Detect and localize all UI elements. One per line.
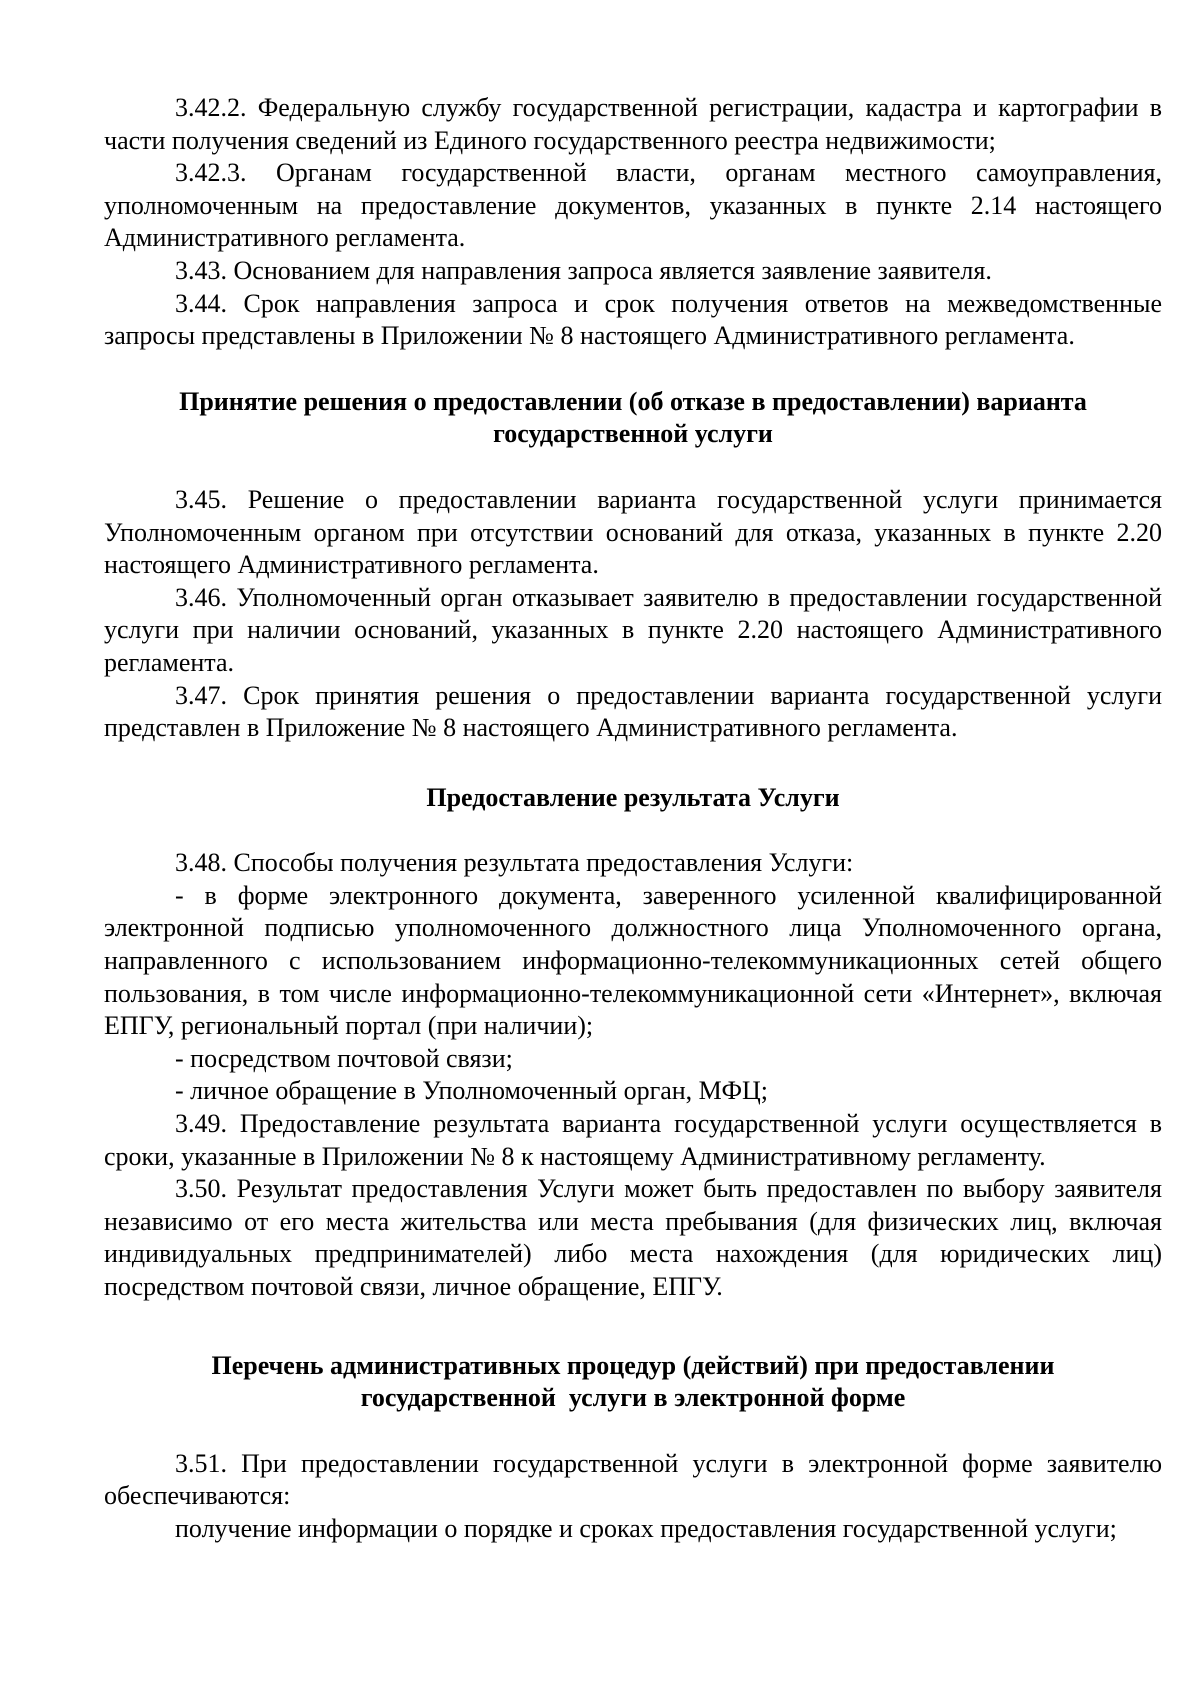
paragraph-3-45: 3.45. Решение о предоставлении варианта государственной услуги принимается Уполномоченным органом при отсутствии оснований для отказа, указанных в пункте 2.20 настоящего Административного регламента. — [104, 484, 1162, 580]
section-result-body — [104, 847, 1162, 1303]
paragraph-info-procedure: получение информации о порядке и сроках предоставления государственной услуги; — [175, 1513, 1117, 1543]
paragraph-3-51: 3.51. При предоставлении государственной услуги в электронной форме заявителю обеспечиваются: — [104, 1448, 1162, 1511]
paragraph-3-46: 3.46. Уполномоченный орган отказывает заявителю в предоставлении государственной услуги при наличии оснований, указанных в пункте 2.20 настоящего Административного регламента. — [104, 582, 1162, 677]
document-page — [104, 92, 1162, 1546]
paragraph-3-49: 3.49. Предоставление результата варианта государственной услуги осуществляется в сроки, указанные в Приложении № 8 к настоящему Административному регламенту. — [104, 1109, 1162, 1171]
paragraph-3-43: 3.43. Основанием для направления запроса является заявление заявителя. — [175, 255, 992, 285]
paragraph-3-42-3: 3.42.3. Органам государственной власти, органам местного самоуправления, уполномоченным на предоставление документов, указанных в пункте 2.14 настоящего Административного регламента. — [104, 158, 1162, 253]
list-item-postal: - посредством почтовой связи; — [175, 1043, 513, 1073]
section-decision-body — [104, 484, 1162, 745]
paragraph-3-42-2: 3.42.2. Федеральную службу государственной регистрации, кадастра и картографии в части получения сведений из Единого государственного реестра недвижимости; — [104, 93, 1162, 155]
paragraph-3-50: 3.50. Результат предоставления Услуги может быть предоставлен по выбору заявителя независимо от его места жительства или места пребывания (для физических лиц, включая индивидуальных предпринимателей) либо места нахождения (для юридических лиц) посредством почтовой связи, личное обращение, ЕПГУ. — [104, 1174, 1162, 1301]
section-heading-electronic-line-2: государственной услуги в электронной форме — [360, 1383, 906, 1413]
section-heading-electronic — [104, 1350, 1162, 1415]
list-item-electronic-document: - в форме электронного документа, заверенного усиленной квалифицированной электронной подписью уполномоченного должностного лица Уполномоченного органа, направленного с использованием информационно-телекоммуникационных сетей общего пользования, в том числе информационно-телекоммуникационной сети «Интернет», включая ЕПГУ, региональный портал (при наличии); — [104, 880, 1162, 1041]
paragraph-3-47: 3.47. Срок принятия решения о предоставлении варианта государственной услуги представлен в Приложение № 8 настоящего Административного регламента. — [104, 680, 1162, 743]
section-heading-result: Предоставление результата Услуги — [426, 782, 840, 812]
section-heading-electronic-line-1: Перечень административных процедур (действий) при предоставлении — [211, 1350, 1055, 1380]
section-heading-decision — [104, 386, 1162, 451]
paragraph-3-44: 3.44. Срок направления запроса и срок получения ответов на межведомственные запросы представлены в Приложении № 8 настоящего Административного регламента. — [104, 288, 1162, 351]
list-item-personal-visit: - личное обращение в Уполномоченный орган, МФЦ; — [175, 1076, 768, 1106]
section-heading-decision-line-1: Принятие решения о предоставлении (об отказе в предоставлении) варианта — [179, 386, 1087, 416]
section-electronic-body — [104, 1448, 1162, 1546]
paragraph-3-48: 3.48. Способы получения результата предоставления Услуги: — [175, 848, 854, 878]
section-heading-decision-line-2: государственной услуги — [493, 419, 773, 449]
